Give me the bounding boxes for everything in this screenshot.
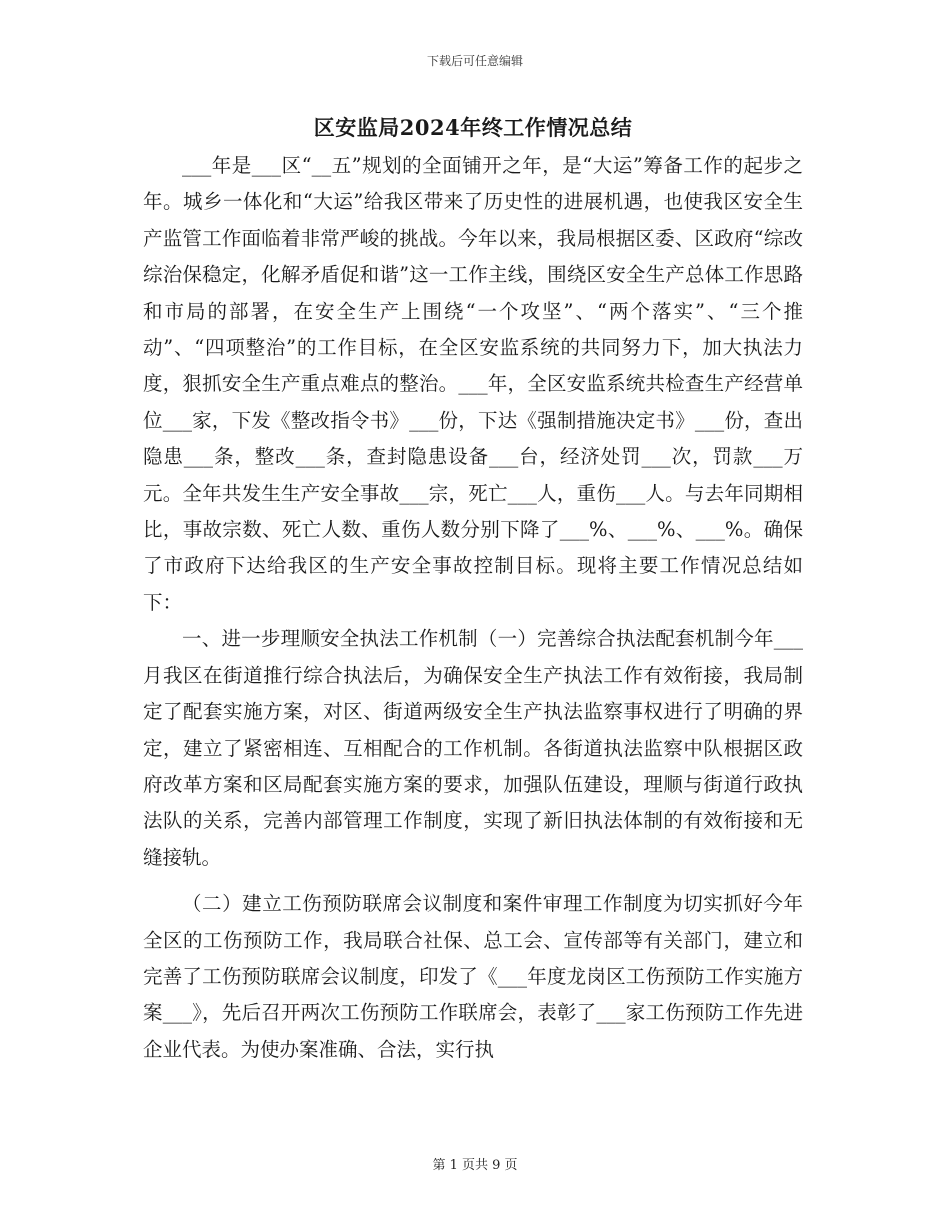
paragraph-intro: ___年是___区“__五”规划的全面铺开之年，是“大运”筹备工作的起步之年。城乡一体化和“大运”给我区带来了历史性的进展机遇，也使我区安全生产监管工作面临着非常严峻的挑战。今年以来，我局根据区委、区政府“综改综治保稳定，化解矛盾促和谐”这一工作主线，围绕区安全生产总体工作思路和市局的部署，在安全生产上围绕“一个攻坚”、“两个落实”、“三个推动”、“四项整治”的工作目标，在全区安监系统的共同努力下，加大执法力度，狠抓安全生产重点难点的整治。___年，全区安监系统共检查生产经营单位___家，下发《整改指令书》___份，下达《强制措施决定书》___份，查出隐患___条，整改___条，查封隐患设备___台，经济处罚___次，罚款___万元。全年共发生生产安全事故___宗，死亡___人，重伤___人。与去年同期相比，事故宗数、死亡人数、重伤人数分别下降了___%、___%、___%。确保了市政府下达给我区的生产安全事故控制目标。现将主要工作情况总结如下： [143,154,803,614]
document-body [143,108,803,1068]
paragraph-section-2: （二）建立工伤预防联席会议制度和案件审理工作制度为切实抓好今年全区的工伤预防工作，我局联合社保、总工会、宣传部等有关部门，建立和完善了工伤预防联席会议制度，印发了《___年度龙岗区工伤预防工作实施方案___》，先后召开两次工伤预防工作联席会，表彰了___家工伤预防工作先进企业代表。为使办案准确、合法，实行执 [143,892,803,1061]
page-number: 第 1 页共 9 页 [432,1158,518,1173]
document-title: 区安监局2024年终工作情况总结 [313,115,633,140]
paragraph-section-1: 一、进一步理顺安全执法工作机制（一）完善综合执法配套机制今年___月我区在街道推行综合执法后，为确保安全生产执法工作有效衔接，我局制定了配套实施方案，对区、街道两级安全生产执法监察事权进行了明确的界定，建立了紧密相连、互相配合的工作机制。各街道执法监察中队根据区政府改革方案和区局配套实施方案的要求，加强队伍建设，理顺与街道行政执法队的关系，完善内部管理工作制度，实现了新旧执法体制的有效衔接和无缝接轨。 [143,627,803,869]
page-header-note: 下载后可任意编辑 [426,54,523,68]
